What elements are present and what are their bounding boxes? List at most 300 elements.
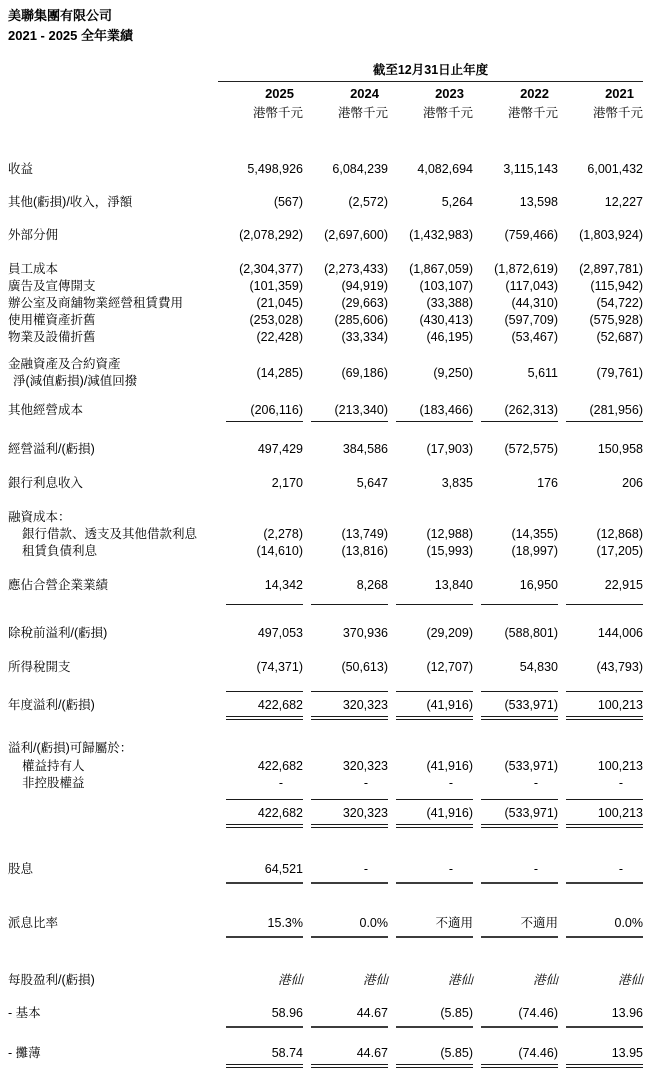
cell-value: (12,868) <box>596 527 643 541</box>
value-cell <box>388 625 473 642</box>
value-cell <box>303 659 388 676</box>
value-cell <box>218 261 303 278</box>
cell-value: (430,413) <box>419 313 473 327</box>
value-cell <box>473 227 558 244</box>
cell-value: 44.67 <box>311 1045 388 1065</box>
row-label: 除稅前溢利/(虧損) <box>8 626 108 640</box>
cell-value: (2,078,292) <box>239 228 303 242</box>
value-cell <box>218 758 303 775</box>
value-cell <box>218 194 303 211</box>
value-cell <box>473 577 558 605</box>
unit-header: 港幣千元 <box>592 106 643 120</box>
year-header: 2025 <box>265 86 294 101</box>
cell-value: (5.85) <box>440 1006 473 1020</box>
value-cell <box>558 161 643 178</box>
table-row <box>8 161 643 178</box>
value-cell <box>388 526 473 543</box>
cell-value: (44,310) <box>511 296 558 310</box>
cell-value: (74.46) <box>481 1045 558 1065</box>
value-cell <box>388 577 473 605</box>
cell-value: (2,273,433) <box>324 262 388 276</box>
cell-value: (74,371) <box>256 660 303 674</box>
table-row <box>8 775 643 792</box>
value-cell <box>388 161 473 178</box>
table-row <box>8 915 643 938</box>
cell-value: 港仙 <box>362 973 388 987</box>
row-label: 租賃負債利息 <box>22 544 98 558</box>
value-cell <box>303 365 388 382</box>
value-cell <box>218 227 303 244</box>
cell-value: 港仙 <box>447 973 473 987</box>
cell-value: 320,323 <box>342 759 388 773</box>
value-cell <box>473 365 558 382</box>
value-cell <box>303 697 388 720</box>
cell-value: (41,916) <box>396 697 473 717</box>
value-cell <box>303 1045 388 1068</box>
cell-value: (33,388) <box>426 296 473 310</box>
cell-value: 206 <box>622 476 643 490</box>
cell-value: (41,916) <box>396 805 473 825</box>
table-row <box>8 526 643 543</box>
cell-value: (1,432,983) <box>409 228 473 242</box>
value-cell <box>473 441 558 458</box>
cell-value: 8,268 <box>356 578 388 592</box>
table-row <box>8 441 643 458</box>
value-cell <box>303 1005 388 1028</box>
value-cell <box>558 625 643 642</box>
cell-value: (5.85) <box>396 1045 473 1065</box>
cell-value: 不適用 <box>520 916 558 930</box>
cell-value: (117,043) <box>505 279 558 293</box>
value-cell <box>388 295 473 312</box>
cell-value: (1,872,619) <box>494 262 558 276</box>
value-cell <box>473 697 558 720</box>
value-cell <box>218 312 303 329</box>
value-cell <box>303 758 388 775</box>
row-label: 權益持有人 <box>22 759 85 773</box>
value-cell <box>303 543 388 560</box>
cell-value: 3,835 <box>441 476 473 490</box>
value-cell <box>218 278 303 295</box>
cell-value: (115,942) <box>590 279 643 293</box>
value-cell <box>218 805 303 828</box>
row-label: 金融資產及合約資產 淨(減值虧損)/減值回撥 <box>8 356 218 390</box>
value-cell <box>473 861 558 884</box>
cell-value: (29,663) <box>341 296 388 310</box>
value-cell <box>388 402 473 422</box>
cell-value: 422,682 <box>226 805 303 825</box>
cell-value: 100,213 <box>566 697 643 717</box>
cell-value: (13,816) <box>341 544 388 558</box>
cell-value: (588,801) <box>504 626 558 640</box>
value-cell <box>558 402 643 422</box>
cell-value: (9,250) <box>433 365 473 380</box>
cell-value: (2,572) <box>348 195 388 209</box>
value-cell <box>218 915 303 938</box>
cell-value: (14,610) <box>256 544 303 558</box>
value-cell <box>473 659 558 676</box>
cell-value: (33,334) <box>341 330 388 344</box>
cell-value: 5,498,926 <box>247 162 303 176</box>
value-cell <box>473 1005 558 1028</box>
row-label: 使用權資產折舊 <box>8 313 96 327</box>
cell-value: (12,988) <box>426 527 473 541</box>
value-cell <box>388 861 473 884</box>
value-cell <box>473 402 558 422</box>
cell-value: (597,709) <box>504 313 558 327</box>
cell-value: (2,304,377) <box>239 262 303 276</box>
year-header-row <box>218 82 643 101</box>
row-label: 員工成本 <box>8 262 59 276</box>
row-label: 物業及設備折舊 <box>8 330 96 344</box>
value-cell <box>558 227 643 244</box>
value-cell <box>558 915 643 938</box>
table-row <box>8 278 643 295</box>
value-cell <box>558 697 643 720</box>
cell-value: (18,997) <box>511 544 558 558</box>
row-label: 收益 <box>8 162 34 176</box>
cell-value: (74.46) <box>518 1006 558 1020</box>
cell-value: 16,950 <box>519 578 558 592</box>
cell-value: 497,429 <box>257 442 303 456</box>
row-label: 融資成本： <box>8 510 71 524</box>
value-cell <box>558 295 643 312</box>
cell-value: (567) <box>273 195 303 209</box>
unit-header: 港幣千元 <box>252 106 303 120</box>
cell-value: 港仙 <box>617 973 643 987</box>
row-label: 經營溢利/(虧損) <box>8 442 95 456</box>
row-label: - 攤薄 <box>8 1046 41 1060</box>
table-row <box>8 402 643 422</box>
table-row <box>8 577 643 605</box>
cell-value: 港仙 <box>532 973 558 987</box>
cell-value: 6,001,432 <box>587 162 643 176</box>
cell-value: 5,611 <box>527 365 558 380</box>
value-cell <box>388 697 473 720</box>
cell-value: 64,521 <box>264 862 303 876</box>
cell-value: 100,213 <box>597 759 643 773</box>
row-label: 派息比率 <box>8 916 59 930</box>
cell-value: (206,116) <box>250 403 303 417</box>
value-cell <box>473 758 558 775</box>
cell-value: 不適用 <box>435 916 473 930</box>
table-row <box>8 805 643 828</box>
value-cell <box>303 278 388 295</box>
cell-value: 港仙 <box>277 973 303 987</box>
table-row <box>8 740 643 757</box>
value-cell <box>218 295 303 312</box>
value-cell <box>473 295 558 312</box>
value-cell <box>473 194 558 211</box>
value-cell <box>388 805 473 828</box>
cell-value: 5,264 <box>441 195 473 209</box>
unit-header: 港幣千元 <box>422 106 473 120</box>
table-row <box>8 1045 643 1068</box>
value-cell <box>303 861 388 884</box>
table-row <box>8 329 643 346</box>
table-row <box>8 194 643 211</box>
cell-value: 370,936 <box>342 626 388 640</box>
table-row <box>8 1005 643 1028</box>
cell-value: - <box>448 862 453 876</box>
cell-value: (759,466) <box>504 228 558 242</box>
table-row <box>8 972 643 989</box>
value-cell <box>473 543 558 560</box>
value-cell <box>558 475 643 492</box>
value-cell <box>473 312 558 329</box>
row-label: 溢利/(虧損)可歸屬於： <box>8 741 133 755</box>
row-label: 非控股權益 <box>22 776 85 790</box>
cell-value: (17,903) <box>426 442 473 456</box>
year-header: 2021 <box>605 86 634 101</box>
value-cell <box>473 775 558 792</box>
value-cell <box>558 441 643 458</box>
cell-value: - <box>448 776 453 790</box>
value-cell <box>303 915 388 938</box>
row-label-line2: 淨(減值虧損)/減值回撥 <box>13 374 138 388</box>
cell-value: (21,045) <box>256 296 303 310</box>
value-cell <box>303 261 388 278</box>
value-cell <box>303 475 388 492</box>
label-column-spacer <box>8 60 218 121</box>
table-row <box>8 625 643 642</box>
value-cell <box>558 194 643 211</box>
row-label: 外部分佣 <box>8 228 59 242</box>
value-cell <box>388 1045 473 1068</box>
cell-value: (46,195) <box>426 330 473 344</box>
table-row <box>8 659 643 676</box>
value-cell <box>303 329 388 346</box>
cell-value: (50,613) <box>341 660 388 674</box>
value-cell <box>388 365 473 382</box>
cell-value: (1,803,924) <box>579 228 643 242</box>
value-cell <box>388 972 473 989</box>
company-title: 美聯集團有限公司 <box>8 8 113 23</box>
cell-value: (285,606) <box>334 313 388 327</box>
cell-value: 150,958 <box>597 442 643 456</box>
value-cell <box>218 861 303 884</box>
cell-value: (533,971) <box>504 759 558 773</box>
cell-value: 44.67 <box>356 1006 388 1020</box>
value-cell <box>473 278 558 295</box>
cell-value: 497,053 <box>257 626 303 640</box>
cell-value: 4,082,694 <box>417 162 473 176</box>
unit-header: 港幣千元 <box>507 106 558 120</box>
year-header: 2023 <box>435 86 464 101</box>
row-label: 廣告及宣傳開支 <box>8 279 96 293</box>
cell-value: (79,761) <box>596 365 643 380</box>
value-cell <box>388 659 473 676</box>
value-cell <box>303 295 388 312</box>
row-label: 應佔合營企業業績 <box>8 578 109 592</box>
value-cell <box>558 543 643 560</box>
table-row <box>8 312 643 329</box>
value-cell <box>558 972 643 989</box>
value-cell <box>473 1045 558 1068</box>
cell-value: (14,355) <box>511 527 558 541</box>
cell-value: (533,971) <box>481 697 558 717</box>
cell-value: (69,186) <box>341 365 388 380</box>
value-cell <box>473 805 558 828</box>
cell-value: (2,697,600) <box>324 228 388 242</box>
table-header <box>8 60 643 121</box>
period-header: 截至12月31日止年度 <box>372 63 489 77</box>
table-row <box>8 227 643 244</box>
value-cell <box>558 1045 643 1068</box>
value-cell <box>218 577 303 605</box>
table-body <box>8 161 643 1068</box>
cell-value: (52,687) <box>596 330 643 344</box>
cell-value: 422,682 <box>257 759 303 773</box>
cell-value: 13.96 <box>611 1006 643 1020</box>
row-label: 年度溢利/(虧損) <box>8 698 95 712</box>
value-cell <box>473 915 558 938</box>
value-cell <box>218 1005 303 1028</box>
cell-value: 13.95 <box>566 1045 643 1065</box>
cell-value: 422,682 <box>226 697 303 717</box>
value-cell <box>303 526 388 543</box>
value-cell <box>218 1045 303 1068</box>
cell-value: (94,919) <box>341 279 388 293</box>
table-row <box>8 356 643 390</box>
row-label: - 基本 <box>8 1006 41 1020</box>
unit-header-row <box>218 101 643 121</box>
value-cell <box>558 261 643 278</box>
value-cell <box>218 775 303 792</box>
cell-value: - <box>533 862 538 876</box>
value-cell <box>388 278 473 295</box>
cell-value: (533,971) <box>481 805 558 825</box>
cell-value: (13,749) <box>341 527 388 541</box>
value-cell <box>388 915 473 938</box>
cell-value: 12,227 <box>604 195 643 209</box>
cell-value: - <box>618 862 623 876</box>
value-cell <box>558 775 643 792</box>
cell-value: (15,993) <box>426 544 473 558</box>
cell-value: (12,707) <box>426 660 473 674</box>
cell-value: 54,830 <box>519 660 558 674</box>
value-cell <box>558 526 643 543</box>
value-cell <box>558 329 643 346</box>
cell-value: (575,928) <box>589 313 643 327</box>
cell-value: (54,722) <box>596 296 643 310</box>
cell-value: 144,006 <box>597 626 643 640</box>
value-cell <box>558 805 643 828</box>
value-cell <box>473 161 558 178</box>
value-cell <box>473 475 558 492</box>
value-cell <box>218 972 303 989</box>
value-cell <box>473 625 558 642</box>
cell-value: 22,915 <box>604 578 643 592</box>
cell-value: 14,342 <box>264 578 303 592</box>
cell-value: - <box>618 776 623 790</box>
cell-value: 0.0% <box>359 916 388 930</box>
cell-value: (253,028) <box>249 313 303 327</box>
cell-value: (103,107) <box>419 279 473 293</box>
value-cell <box>388 261 473 278</box>
cell-value: 320,323 <box>311 697 388 717</box>
table-row <box>8 861 643 884</box>
value-cell <box>388 475 473 492</box>
value-cell <box>218 475 303 492</box>
value-cell <box>473 972 558 989</box>
value-cell <box>558 659 643 676</box>
cell-value: 58.74 <box>226 1045 303 1065</box>
value-cell <box>303 312 388 329</box>
cell-value: 176 <box>537 476 558 490</box>
value-cell <box>388 194 473 211</box>
row-label: 銀行借款、透支及其他借款利息 <box>22 527 198 541</box>
cell-value: (183,466) <box>419 403 473 417</box>
cell-value: 6,084,239 <box>332 162 388 176</box>
value-cell <box>388 1005 473 1028</box>
cell-value: 13,840 <box>434 578 473 592</box>
value-cell <box>303 805 388 828</box>
value-cell <box>388 227 473 244</box>
table-row <box>8 697 643 720</box>
value-cell <box>388 543 473 560</box>
cell-value: (14,285) <box>256 365 303 380</box>
year-header: 2024 <box>350 86 379 101</box>
value-cell <box>558 577 643 605</box>
report-subtitle: 2021 - 2025 全年業績 <box>8 28 134 43</box>
value-cell <box>388 441 473 458</box>
row-label: 股息 <box>8 862 34 876</box>
row-label: 其他經營成本 <box>8 403 84 417</box>
year-header: 2022 <box>520 86 549 101</box>
cell-value: 58.96 <box>271 1006 303 1020</box>
value-cell <box>218 329 303 346</box>
cell-value: (22,428) <box>256 330 303 344</box>
value-cell <box>558 861 643 884</box>
table-row <box>8 543 643 560</box>
value-cell <box>303 577 388 605</box>
value-cell <box>558 312 643 329</box>
value-cell <box>303 972 388 989</box>
value-cell <box>303 194 388 211</box>
value-cell <box>218 402 303 422</box>
cell-value: (213,340) <box>334 403 388 417</box>
cell-value: - <box>278 776 283 790</box>
value-cell <box>303 402 388 422</box>
value-cell <box>218 543 303 560</box>
value-cell <box>558 1005 643 1028</box>
cell-value: (1,867,059) <box>409 262 473 276</box>
value-cell <box>303 775 388 792</box>
row-label: 所得稅開支 <box>8 660 71 674</box>
value-cell <box>558 365 643 382</box>
cell-value: - <box>533 776 538 790</box>
cell-value: 13,598 <box>519 195 558 209</box>
value-cell <box>388 758 473 775</box>
value-cell <box>218 161 303 178</box>
row-label: 每股盈利/(虧損) <box>8 973 95 987</box>
value-cell <box>218 625 303 642</box>
value-cell <box>473 526 558 543</box>
row-label: 辦公室及商舖物業經營租賃費用 <box>8 296 184 310</box>
value-cell <box>218 526 303 543</box>
cell-value: (2,278) <box>263 527 303 541</box>
value-cell <box>303 625 388 642</box>
table-row <box>8 509 643 526</box>
cell-value: (53,467) <box>511 330 558 344</box>
value-cell <box>218 659 303 676</box>
cell-value: (281,956) <box>589 403 643 417</box>
cell-value: (43,793) <box>596 660 643 674</box>
cell-value: - <box>363 776 368 790</box>
cell-value: (572,575) <box>504 442 558 456</box>
table-row <box>8 475 643 492</box>
